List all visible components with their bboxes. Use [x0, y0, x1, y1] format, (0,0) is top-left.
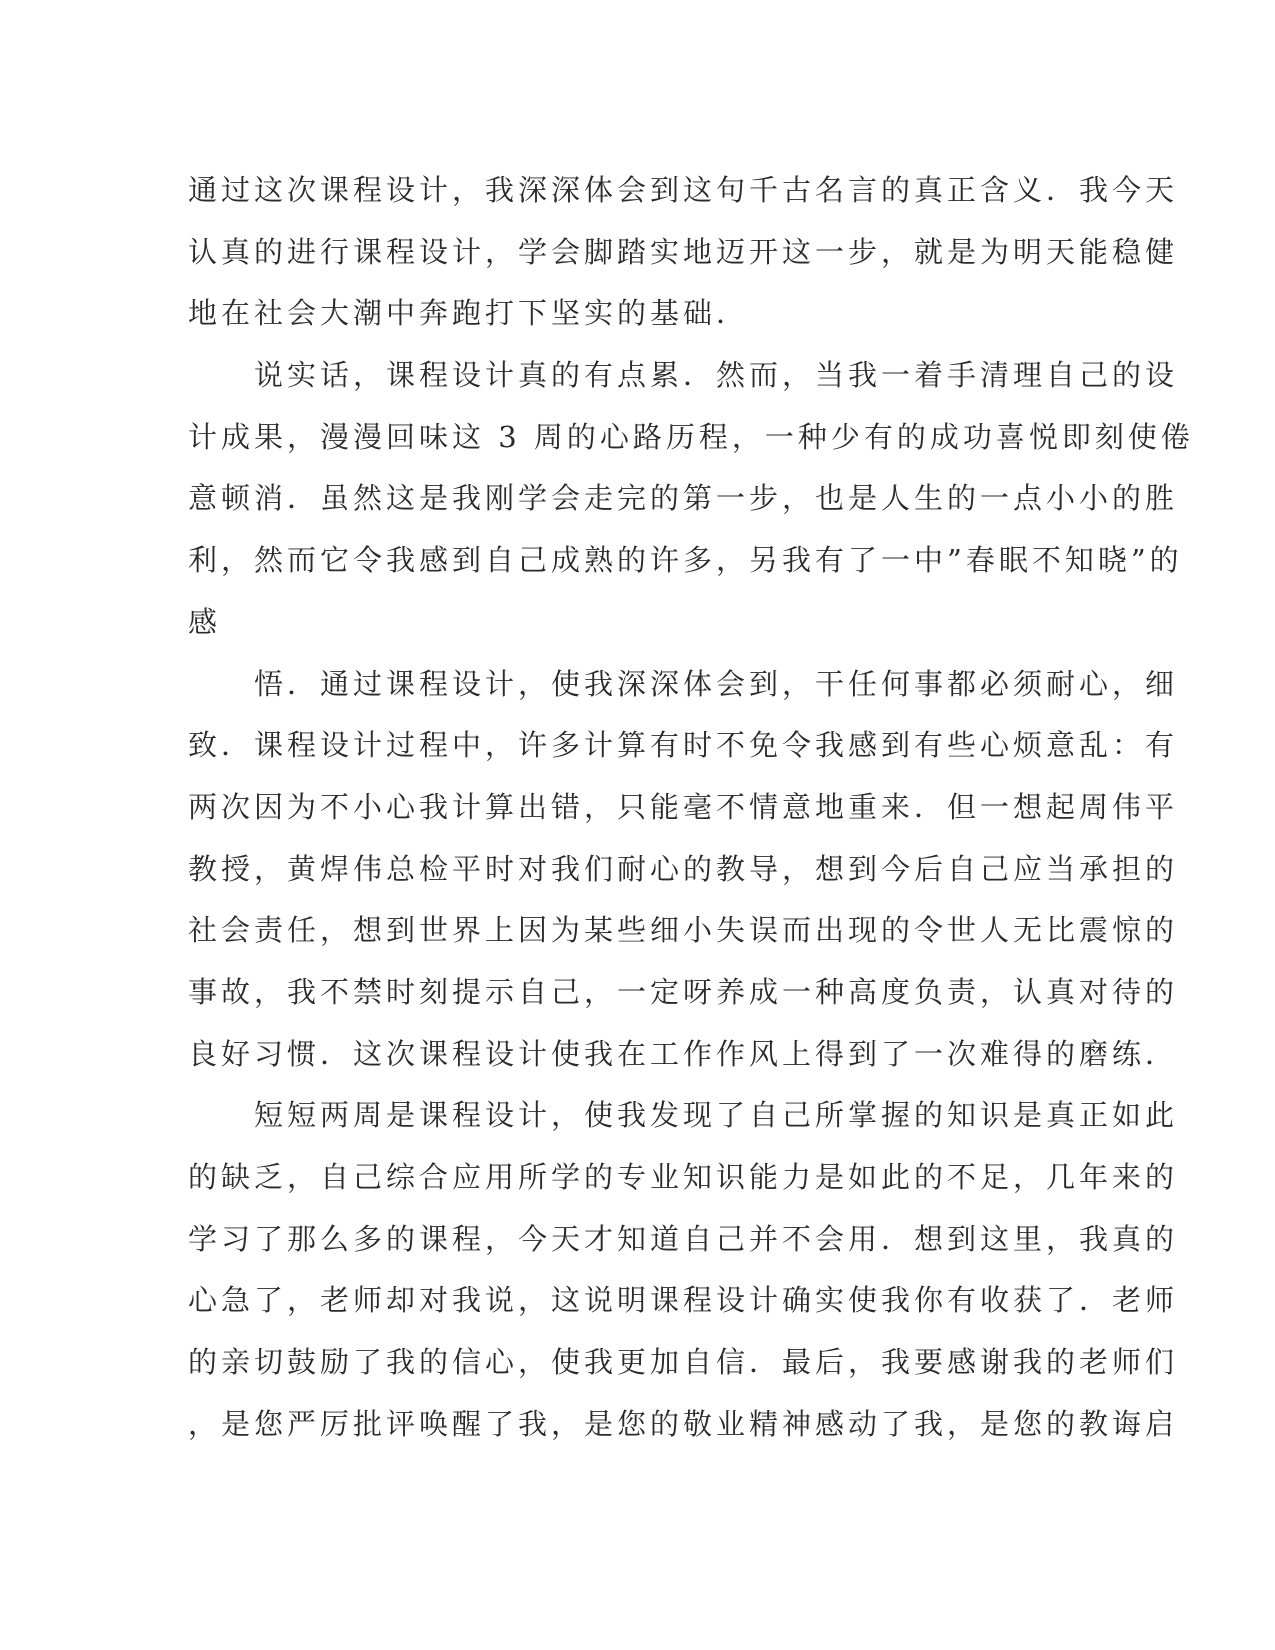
paragraph-line: 认真的进行课程设计，学会脚踏实地迈开这一步，就是为明天能稳健	[188, 234, 1179, 269]
paragraph-line: 计成果，漫漫回味这 3 周的心路历程，一种少有的成功喜悦即刻使倦	[188, 419, 1194, 454]
paragraph-1	[188, 160, 1179, 345]
paragraph-line: 心急了，老师却对我说，这说明课程设计确实使我你有收获了．老师	[188, 1283, 1179, 1318]
paragraph-line: 短短两周是课程设计，使我发现了自己所掌握的知识是真正如此	[254, 1098, 1179, 1133]
paragraph-line: 感	[188, 604, 222, 639]
paragraph-line: 社会责任，想到世界上因为某些细小失误而出现的令世人无比震惊的	[188, 913, 1179, 948]
paragraph-line: 学习了那么多的课程，今天才知道自己并不会用．想到这里，我真的	[188, 1221, 1179, 1256]
paragraph-line: 两次因为不小心我计算出错，只能毫不情意地重来．但一想起周伟平	[188, 789, 1179, 824]
paragraph-line: 致．课程设计过程中，许多计算有时不免令我感到有些心烦意乱：有	[188, 728, 1179, 763]
paragraph-line: 意顿消．虽然这是我刚学会走完的第一步，也是人生的一点小小的胜	[188, 481, 1179, 516]
paragraph-line: 教授，黄焊伟总检平时对我们耐心的教导，想到今后自己应当承担的	[188, 851, 1179, 886]
paragraph-line: 的缺乏，自己综合应用所学的专业知识能力是如此的不足，几年来的	[188, 1160, 1179, 1194]
paragraph-line: 地在社会大潮中奔跑打下坚实的基础．	[188, 296, 750, 331]
paragraph-line: 说实话，课程设计真的有点累．然而，当我一着手清理自己的设	[254, 358, 1179, 393]
paragraph-line: 利，然而它令我感到自己成熟的许多，另我有了一中”春眠不知晓”的	[188, 543, 1183, 578]
paragraph-line: 通过这次课程设计，我深深体会到这句千古名言的真正含义．我今天	[188, 173, 1179, 207]
paragraph-line: ，是您严厉批评唤醒了我，是您的敬业精神感动了我，是您的教诲启	[188, 1406, 1179, 1441]
paragraph-4	[188, 1085, 1179, 1455]
paragraph-line: 良好习惯．这次课程设计使我在工作作风上得到了一次难得的磨练．	[188, 1036, 1179, 1071]
paragraph-2	[188, 345, 1194, 653]
paragraph-3	[188, 654, 1179, 1086]
paragraph-line: 悟．通过课程设计，使我深深体会到，干任何事都必须耐心，细	[254, 666, 1179, 701]
paragraph-line: 的亲切鼓励了我的信心，使我更加自信．最后，我要感谢我的老师们	[188, 1345, 1179, 1380]
document-body	[188, 160, 1194, 1455]
paragraph-line: 事故，我不禁时刻提示自己，一定呀养成一种高度负责，认真对待的	[188, 974, 1179, 1009]
